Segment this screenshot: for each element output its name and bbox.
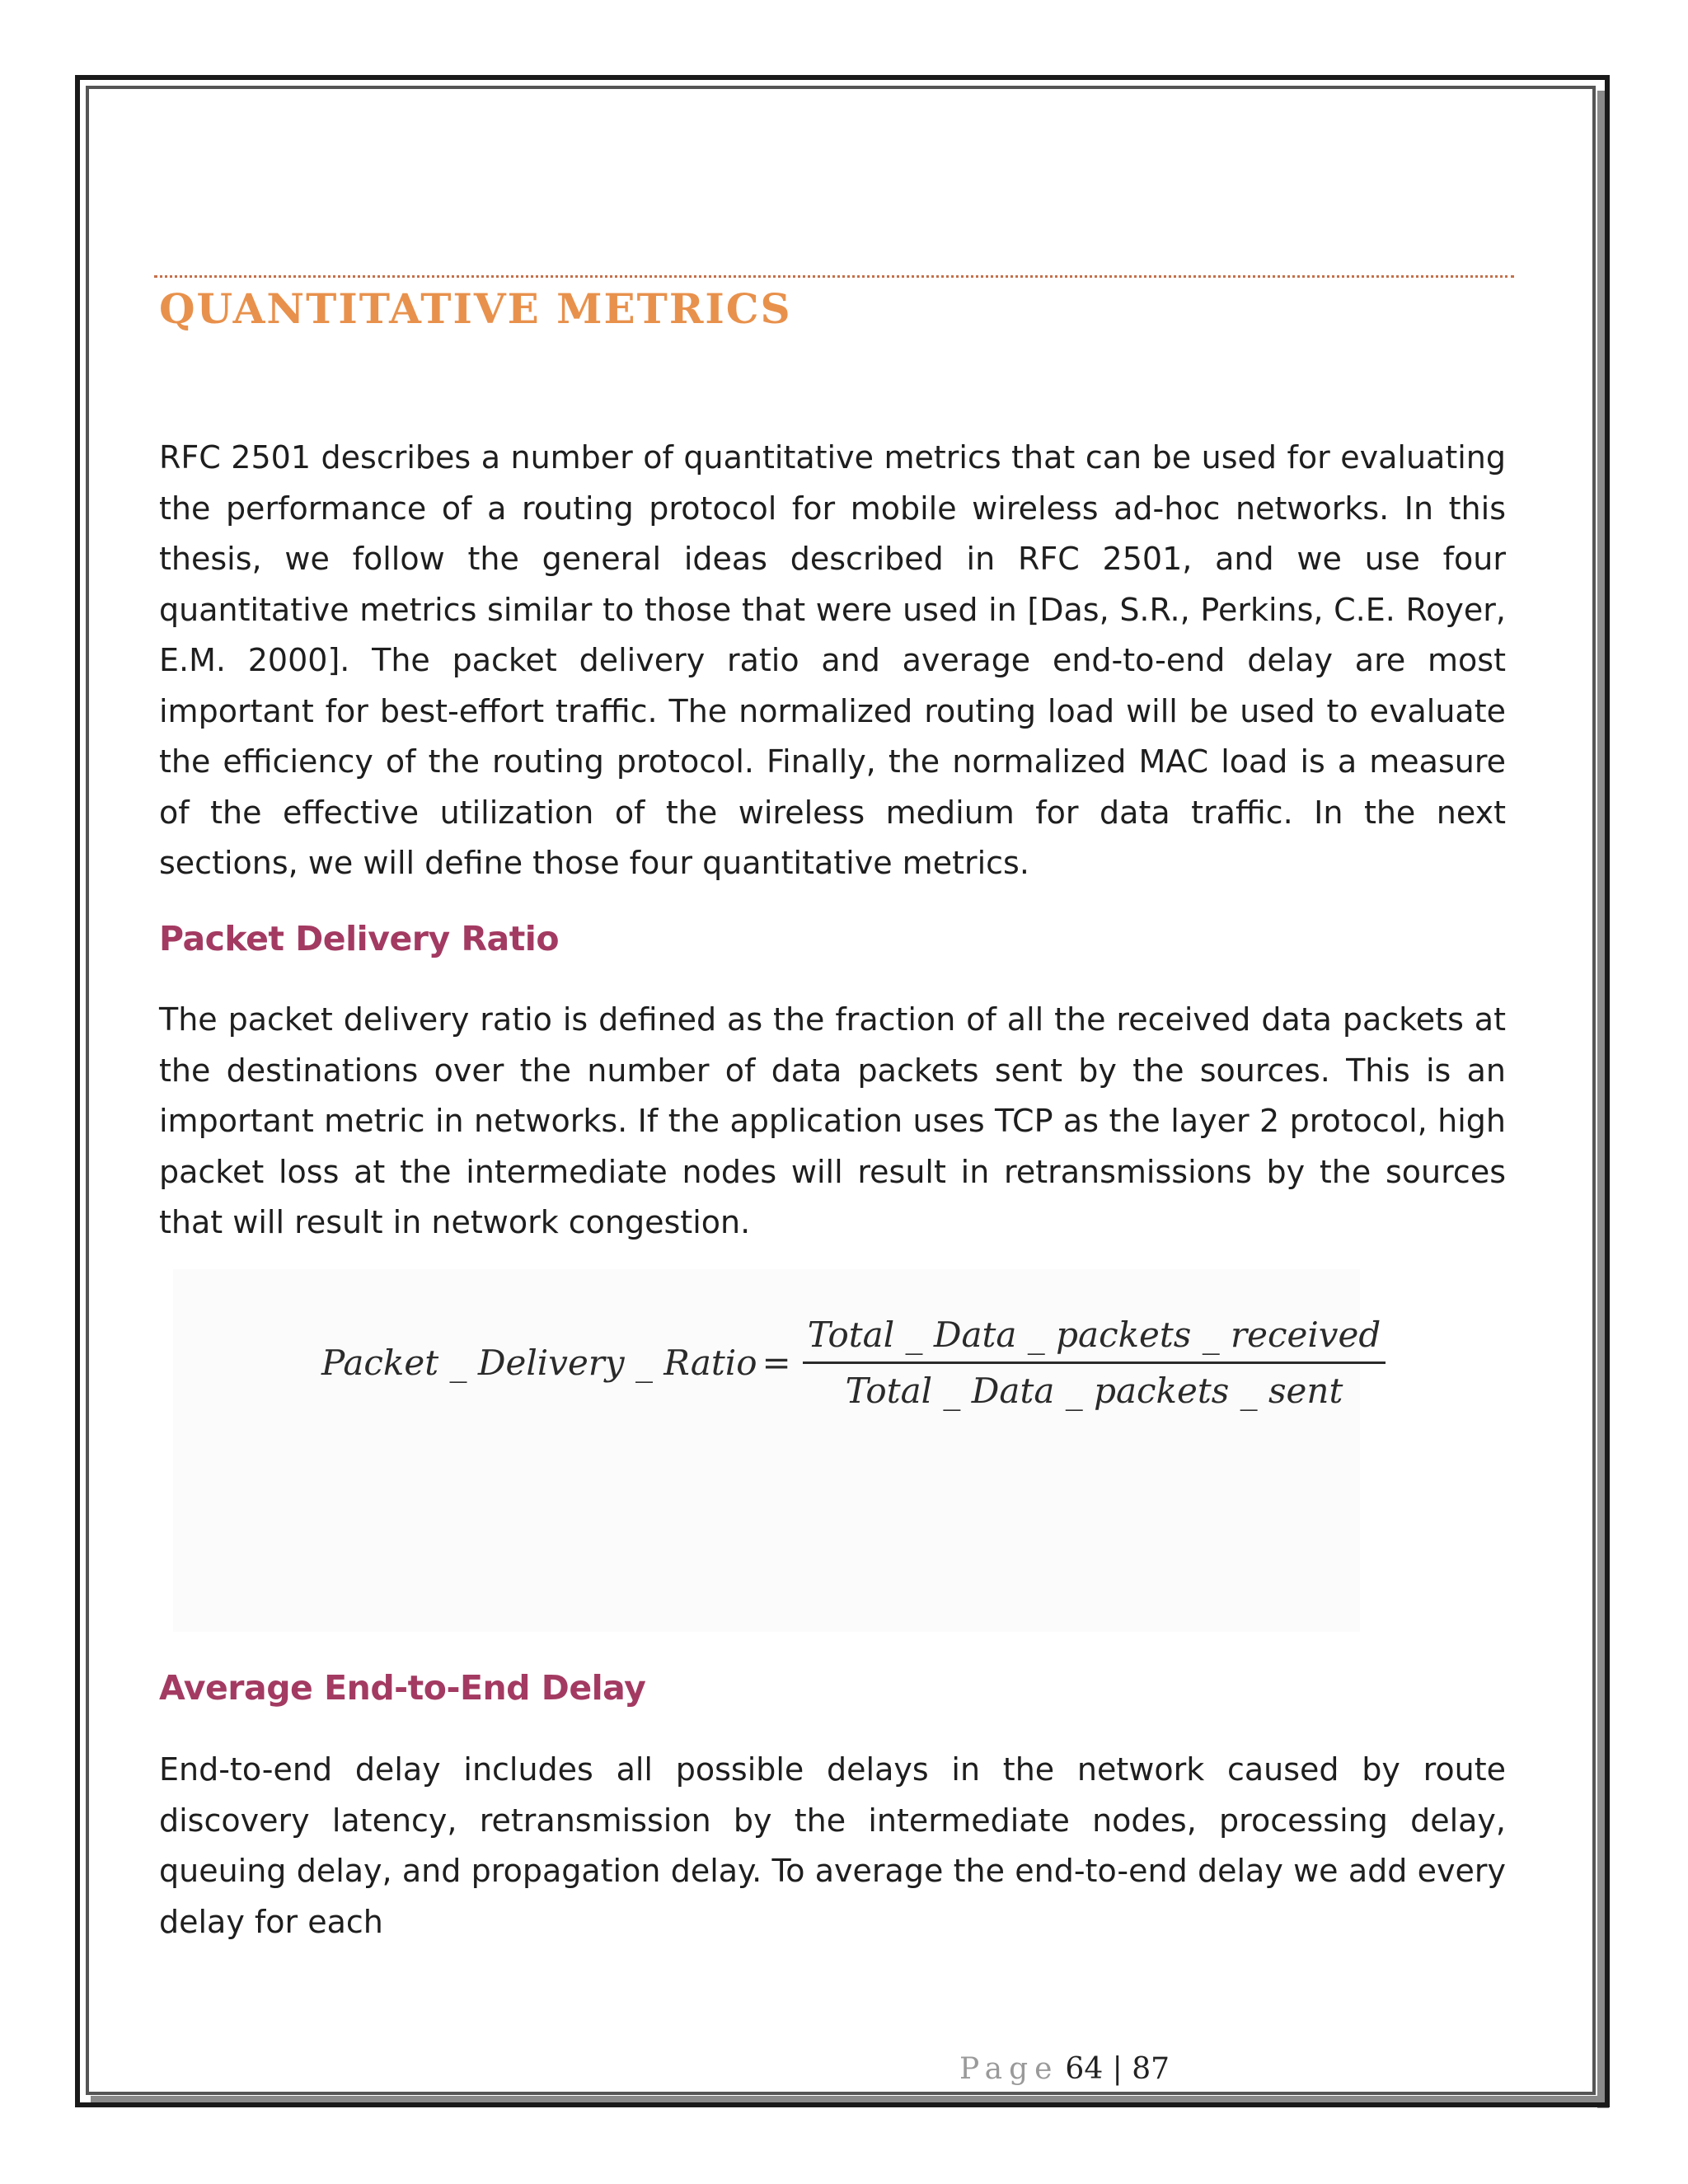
formula-fraction xyxy=(803,1315,1386,1411)
pdr-formula xyxy=(321,1315,1386,1411)
pdr-paragraph: The packet delivery ratio is defined as the fraction of all the received data packets at the destinations over the number of data packets sent by the sources. This is an important metric in networks. If the application uses TCP as the layer 2 protocol, high packet loss at the intermediate nodes will result in retransmissions by the sources that will result in network congestion. xyxy=(159,1001,1506,1240)
formula-equals: = xyxy=(762,1343,791,1383)
pdr-heading: Packet Delivery Ratio xyxy=(159,919,560,958)
delay-paragraph: End-to-end delay includes all possible delays in the network caused by route discovery latency, retransmission by the intermediate nodes, processing delay, queuing delay, and propagation delay. To average the end-to-end delay we add every delay for each xyxy=(159,1751,1506,1940)
formula-numerator: Total _ Data _ packets _ received xyxy=(807,1315,1381,1355)
formula-denominator: Total _ Data _ packets _ sent xyxy=(845,1371,1343,1411)
header-dotted-rule xyxy=(154,275,1514,278)
section-title: QUANTITATIVE METRICS xyxy=(159,284,792,333)
page-footer xyxy=(959,2052,1170,2086)
delay-heading: Average End-to-End Delay xyxy=(159,1668,646,1708)
intro-paragraph: RFC 2501 describes a number of quantitative metrics that can be used for evaluating the performance of a routing protocol for mobile wireless ad-hoc networks. In this thesis, we follow the general ideas described in RFC 2501, and we use four quantitative metrics similar to those that were used in [Das, S.R., Perkins, C.E. Royer, E.M. 2000]. The packet delivery ratio and average end-to-end delay are most important for best-effort traffic. The normalized routing load will be used to evaluate the efficiency of the routing protocol. Finally, the normalized MAC load is a measure of the effective utilization of the wireless medium for data traffic. In the next sections, we will define those four quantitative metrics. xyxy=(159,439,1506,881)
formula-lhs: Packet _ Delivery _ Ratio xyxy=(321,1343,757,1383)
footer-page-number: 64 | 87 xyxy=(1065,2052,1170,2086)
footer-page-word: Page xyxy=(959,2052,1059,2086)
